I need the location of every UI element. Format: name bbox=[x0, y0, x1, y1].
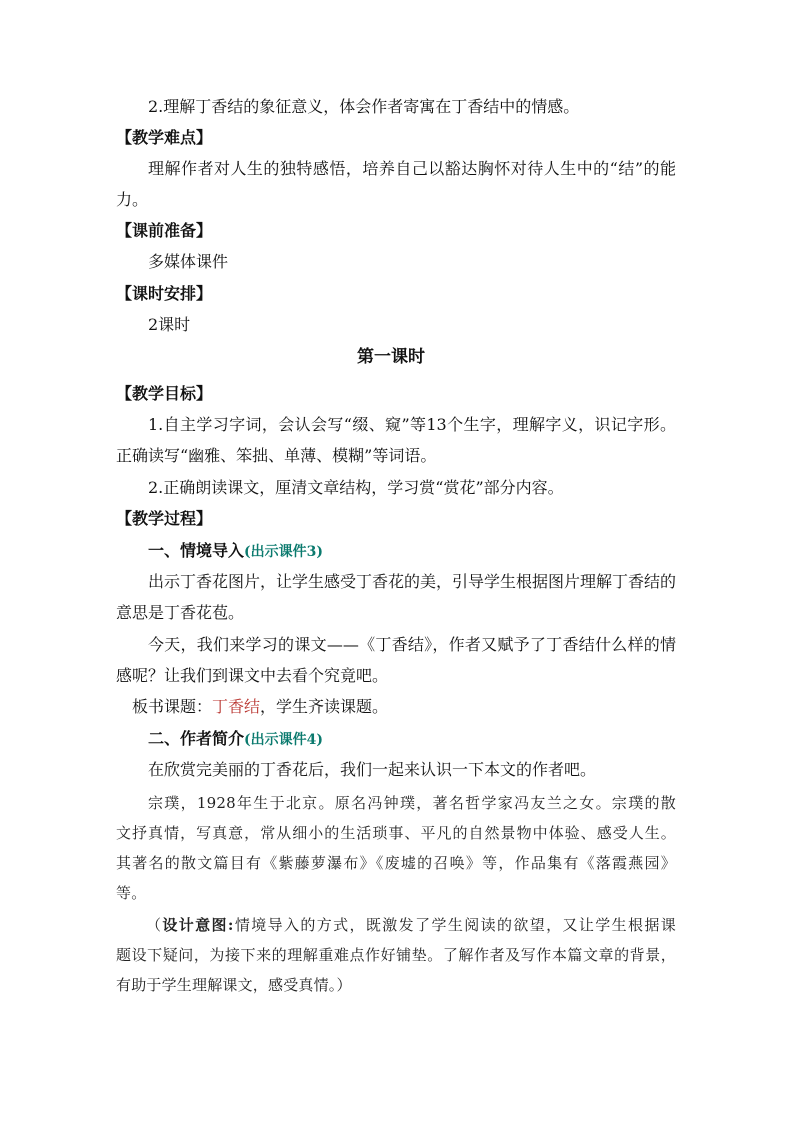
design-open-paren: （ bbox=[146, 916, 163, 934]
difficulty-line-1: 理解作者对人生的独特感悟，培养自己以豁达胸怀对待人生中的“结”的能 bbox=[148, 159, 676, 178]
difficulty-heading: 【教学难点】 bbox=[116, 128, 213, 147]
goal-2: 2.理解丁香结的象征意义，体会作者寄寓在丁香结中的情感。 bbox=[148, 97, 580, 116]
section-1-para-2-line-2: 感呢？让我们到课文中去看个究竟吧。 bbox=[116, 666, 389, 685]
bio-line-3: 其著名的散文篇目有《紫藤萝瀑布》《废墟的召唤》等，作品集有《落霞燕园》 bbox=[116, 854, 676, 872]
objective-2: 2.正确朗读课文，厘清文章结构，学习赏“赏花”部分内容。 bbox=[148, 478, 564, 497]
objective-1-line-2: 正确读写“幽雅、笨拙、单薄、模糊”等词语。 bbox=[116, 446, 437, 465]
lesson-title: 第一课时 bbox=[357, 347, 425, 367]
bio-line-4: 等。 bbox=[116, 884, 147, 902]
board-title-line bbox=[132, 697, 388, 717]
design-line-3: 有助于学生理解课文，感受真情。） bbox=[116, 976, 352, 994]
board-suffix: ，学生齐读课题。 bbox=[260, 697, 389, 716]
section-2-intro: 在欣赏完美丽的丁香花后，我们一起来认识一下本文的作者吧。 bbox=[148, 760, 597, 779]
section-2-title: 二、作者简介 bbox=[148, 729, 245, 748]
preparation-heading: 【课前准备】 bbox=[116, 221, 213, 240]
section-1-hint: (出示课件3) bbox=[244, 544, 324, 560]
bio-line-2: 文抒真情，写真意，常从细小的生活琐事、平凡的自然景物中体验、感受人生。 bbox=[116, 824, 676, 842]
schedule-heading: 【课时安排】 bbox=[116, 284, 213, 303]
section-1-para-1-line-2: 意思是丁香花苞。 bbox=[116, 603, 245, 622]
design-label: 设计意图: bbox=[162, 916, 234, 934]
difficulty-line-2: 力。 bbox=[116, 190, 149, 209]
board-prefix: 板书课题： bbox=[132, 697, 213, 716]
bio-line-1: 宗璞，1928年生于北京。原名冯钟璞，著名哲学家冯友兰之女。宗璞的散 bbox=[148, 794, 676, 812]
process-heading: 【教学过程】 bbox=[116, 509, 213, 528]
design-line-2: 题设下疑问，为接下来的理解重难点作好铺垫。了解作者及写作本篇文章的背景， bbox=[116, 946, 676, 964]
objective-1-line-1: 1.自主学习字词，会认会写“缀、窥”等13个生字，理解字义，识记字形。 bbox=[148, 415, 676, 434]
section-1-heading bbox=[148, 541, 323, 562]
section-2-heading bbox=[148, 729, 323, 750]
preparation-text: 多媒体课件 bbox=[148, 252, 229, 271]
section-1-title: 一、情境导入 bbox=[148, 541, 245, 560]
board-title: 丁香结 bbox=[212, 697, 261, 716]
section-1-para-2-line-1: 今天，我们来学习的课文——《丁香结》，作者又赋予了丁香结什么样的情 bbox=[148, 635, 676, 654]
design-line-1 bbox=[146, 915, 676, 935]
objectives-heading: 【教学目标】 bbox=[116, 384, 213, 403]
schedule-text: 2课时 bbox=[148, 315, 191, 334]
section-2-hint: (出示课件4) bbox=[244, 732, 324, 748]
section-1-para-1-line-1: 出示丁香花图片，让学生感受丁香花的美，引导学生根据图片理解丁香结的 bbox=[148, 572, 677, 591]
design-line-1-text: 情境导入的方式，既激发了学生阅读的欲望，又让学生根据课 bbox=[233, 916, 677, 934]
